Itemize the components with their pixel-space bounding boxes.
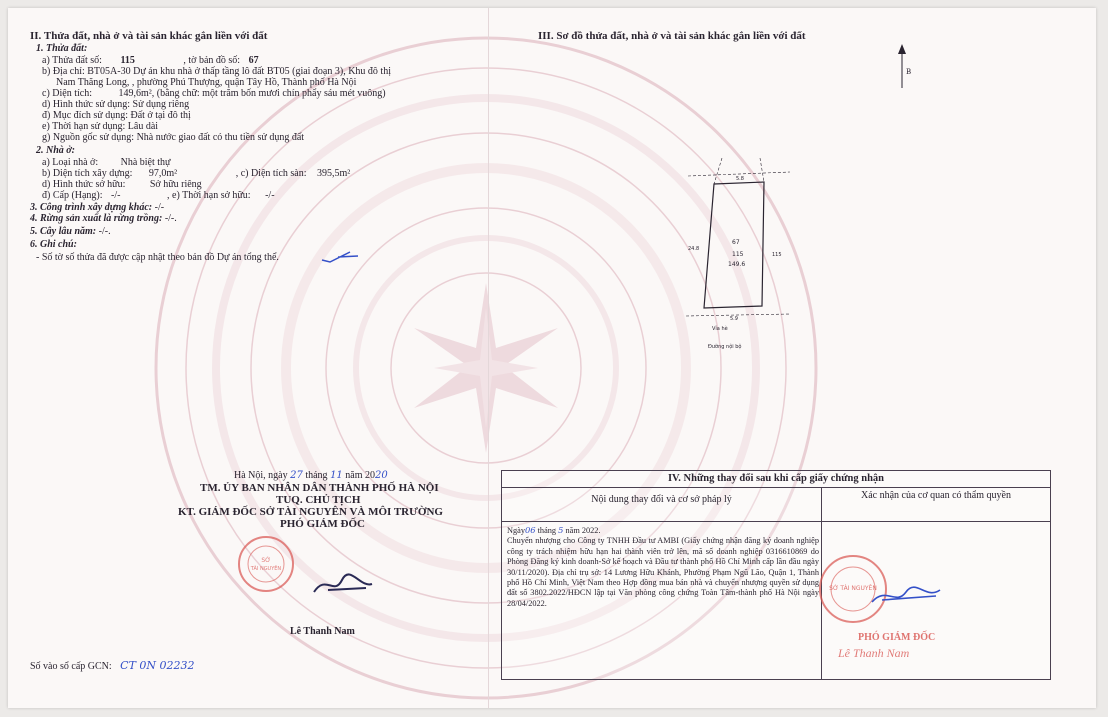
svg-text:B: B <box>906 68 912 76</box>
area-value: 149,6m², (bằng chữ: một trăm bốn mươi chín phẩy sáu mét vuông) <box>118 88 386 99</box>
confirm-title: PHÓ GIÁM ĐỐC <box>858 632 936 643</box>
pen-check-mark <box>320 248 360 266</box>
plot-diagram <box>678 158 808 358</box>
parcel-number: 115 <box>120 55 135 66</box>
item-3: 3. Công trình xây dựng khác: -/- <box>30 202 165 213</box>
address-line-1: b) Địa chỉ: BT05A-30 Dự án khu nhà ở thấp tầng lô đất BT05 (giai đoạn 3), Khu đô thị <box>42 66 391 77</box>
dimension-right: 115 <box>772 252 782 258</box>
authority-line-3: KT. GIÁM ĐỐC SỞ TÀI NGUYÊN VÀ MÔI TRƯỜNG <box>178 506 443 518</box>
use-origin: g) Nguồn gốc sử dụng: Nhà nước giao đất có thu tiền sử dụng đất <box>42 132 305 143</box>
dimension-left: 24.8 <box>688 246 700 252</box>
dimension-top: 5.8 <box>736 176 744 182</box>
house-heading: 2. Nhà ở: <box>36 145 75 156</box>
seal-right-text: SỞ TÀI NGUYÊN <box>829 585 877 592</box>
section-3-title: III. Sơ đồ thửa đất, nhà ở và tài sản khác gắn liền với đất <box>538 30 806 42</box>
changes-table-header <box>502 487 1050 522</box>
plot-area-label: 149.6 <box>728 261 746 268</box>
signer-name: Lê Thanh Nam <box>290 626 355 637</box>
change-entry: Ngày06 tháng 5 năm 2022. Chuyển nhượng cho Công ty TNHH Đầu tư AMBI (Giấy chứng nhận đăng ký doanh nghiệp công ty trách nhiệm hữu hạn hai thành viên trở lên, mã số doanh nghiệp 0316610869 do Phòng Đăng ký kinh doanh-Sở kế hoạch và Đầu tư thành phố Hồ Chí Minh cấp lần đầu ngày 30/11/2020). Địa chỉ trụ sở: 14 Lương Hữu Khánh, Phường Phạm Ngũ Lão, Quận 1, Thành phố Hồ Chí Minh, Việt Nam theo Hợp đồng mua bán nhà và chuyển nhượng quyền sử dụng đất số 3802.2022/HĐCN lập tại Văn phòng công chứng Toàn Tâm-thành phố Hà Nội ngày 28/04/2022. <box>507 525 819 608</box>
house-ownership-row: d) Hình thức sở hữu: Sở hữu riêng <box>42 179 202 190</box>
entry-day: 06 <box>524 525 536 535</box>
sidewalk-label: Vỉa hè <box>712 326 728 332</box>
use-form: d) Hình thức sử dụng: Sử dụng riêng <box>42 99 190 110</box>
north-arrow-icon <box>892 42 912 92</box>
signature-right <box>866 582 946 612</box>
authority-line-1: TM. ỦY BAN NHÂN DÂN THÀNH PHỐ HÀ NỘI <box>200 482 439 494</box>
entry-text: Chuyển nhượng cho Công ty TNHH Đầu tư AMBI (Giấy chứng nhận đăng ký doanh nghiệp công ty trách nhiệm hữu hạn hai thành viên trở lên, mã số doanh nghiệp 0316610869 do Phòng Đăng ký kinh doanh-Sở kế hoạch và Đầu tư thành phố Hồ Chí Minh cấp lần đầu ngày 30/11/2020). Địa chỉ trụ sở: 14 Lương Hữu Khánh, Phường Phạm Ngũ Lão, Quận 1, Thành phố Hồ Chí Minh, Việt Nam theo Hợp đồng mua bán nhà và chuyển nhượng quyền sử dụng đất số 3802.2022/HĐCN lập tại Văn phòng công chứng Toàn Tâm-thành phố Hà Nội ngày 28/04/2022. <box>507 536 819 608</box>
use-purpose: đ) Mục đích sử dụng: Đất ở tại đô thị <box>42 110 191 121</box>
section-2-title: II. Thửa đất, nhà ở và tài sản khác gắn liền với đất <box>30 30 268 42</box>
page-fold <box>488 8 489 708</box>
issue-date: Hà Nội, ngày 27 tháng 11 năm 2020 <box>234 470 388 481</box>
official-seal-left <box>236 534 296 594</box>
svg-text:SỞ: SỞ <box>261 557 271 564</box>
address-line-2: Nam Thăng Long, , phường Phú Thượng, quận Tây Hồ, Thành phố Hà Nội <box>56 77 357 88</box>
land-heading: 1. Thửa đất: <box>36 43 88 54</box>
registry-number: Số vào sổ cấp GCN: CT 0N 02232 <box>30 659 195 672</box>
column-confirm-header: Xác nhận của cơ quan có thẩm quyền <box>861 490 1011 501</box>
changes-table <box>501 470 1051 680</box>
column-content-header: Nội dung thay đổi và cơ sở pháp lý <box>591 494 732 505</box>
issue-year: 20 <box>375 470 388 481</box>
authority-line-4: PHÓ GIÁM ĐỐC <box>280 518 365 530</box>
house-type-row: a) Loại nhà ở: Nhà biệt thự <box>42 157 171 168</box>
map-sheet-number: 67 <box>248 55 259 66</box>
road-name-label: Đường nội bộ <box>708 344 742 350</box>
parcel-row: a) Thửa đất số: 115 , tờ bản đồ số: 67 <box>42 55 259 66</box>
item-5: 5. Cây lâu năm: -/-. <box>30 226 111 237</box>
registry-value: CT 0N 02232 <box>120 659 195 672</box>
area-row: c) Diện tích: 149,6m², (bằng chữ: một trăm bốn mươi chín phẩy sáu mét vuông) <box>42 88 386 99</box>
plot-sheet-label: 67 <box>732 239 740 246</box>
house-grade-row: đ) Cấp (Hạng): -/- , e) Thời hạn sở hữu: -/- <box>42 190 275 201</box>
house-area-row: b) Diện tích xây dựng: 97,0m² , c) Diện tích sàn: 395,5m² <box>42 168 351 179</box>
certificate-sheet <box>8 8 1096 708</box>
dimension-bottom: 5.9 <box>730 316 738 322</box>
entry-month: 5 <box>558 525 564 535</box>
issue-day: 27 <box>290 470 303 481</box>
issue-month: 11 <box>330 470 343 481</box>
signature-left <box>308 570 378 600</box>
note-text: - Số tờ số thửa đã được cập nhật theo bản đồ Dự án tổng thể. <box>36 252 279 263</box>
authority-line-2: TUQ. CHỦ TỊCH <box>276 494 361 506</box>
svg-text:TÀI NGUYÊN: TÀI NGUYÊN <box>250 566 282 572</box>
plot-number-label: 115 <box>732 251 744 258</box>
item-4: 4. Rừng sản xuất là rừng trồng: -/-. <box>30 213 177 224</box>
use-term: e) Thời hạn sử dụng: Lâu dài <box>42 121 159 132</box>
changes-table-title: IV. Những thay đổi sau khi cấp giấy chứng nhận <box>502 471 1050 488</box>
confirm-signer: Lê Thanh Nam <box>838 646 910 660</box>
item-6: 6. Ghi chú: <box>30 239 77 250</box>
